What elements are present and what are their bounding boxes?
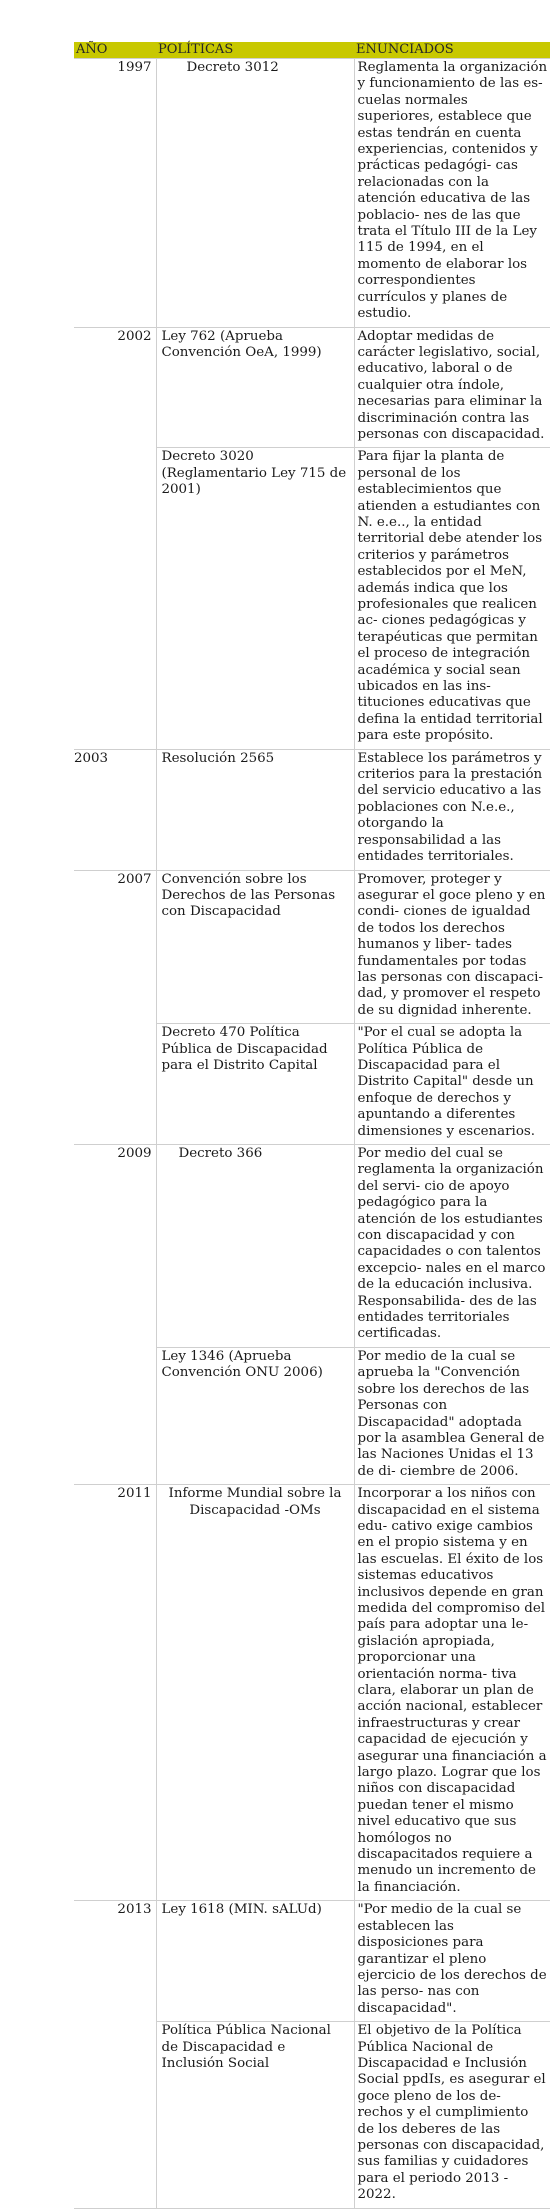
year-cell: 2011: [74, 1485, 156, 1901]
policies-table: [74, 42, 550, 2209]
table-header: [74, 42, 550, 59]
table-row: [74, 749, 550, 870]
year-cell: [74, 2022, 156, 2208]
policy-cell: Política Pública Nacional de Discapacidad e Inclusión Social: [156, 2022, 354, 2208]
year-cell: [74, 1347, 156, 1484]
statement-cell: Establece los parámetros y criterios para la prestación del servicio educativo a las poblaciones con N.e.e., otorgando la responsabilidad a las entidades territoriales.: [354, 749, 550, 870]
statement-cell: Promover, proteger y asegurar el goce pleno y en condi- ciones de igualdad de todos los derechos humanos y liber- tades fundamentales por todas las personas con discapaci- dad, y promover el respeto de su dignidad inherente.: [354, 870, 550, 1024]
policy-cell: Decreto 470 Política Pública de Discapacidad para el Distrito Capital: [156, 1024, 354, 1145]
table-row: [74, 1901, 550, 2022]
header-policies: POLÍTICAS: [156, 42, 354, 59]
year-cell: 1997: [74, 59, 156, 328]
table-row: [74, 59, 550, 328]
table-row: [74, 1485, 550, 1901]
statement-cell: "Por el cual se adopta la Política Pública de Discapacidad para el Distrito Capital" desde un enfoque de derechos y apuntando a diferentes dimensiones y escenarios.: [354, 1024, 550, 1145]
year-cell: [74, 1024, 156, 1145]
year-cell: [74, 448, 156, 749]
policy-cell: Convención sobre los Derechos de las Personas con Discapacidad: [156, 870, 354, 1024]
policy-cell: Decreto 366: [156, 1145, 354, 1348]
statement-cell: Adoptar medidas de carácter legislativo, social, educativo, laboral o de cualquier otra índole, necesarias para eliminar la discriminación contra las personas con discapacidad.: [354, 327, 550, 448]
year-cell: 2007: [74, 870, 156, 1024]
statement-cell: Para fijar la planta de personal de los establecimientos que atienden a estudiantes con N. e.e.., la entidad territorial debe atender los criterios y parámetros establecidos por el MeN, además indica que los profesionales que realicen ac- ciones pedagógicas y terapéuticas que permitan el proceso de integración académica y social sean ubicados en las ins- tituciones educativas que defina la entidad territorial para este propósito.: [354, 448, 550, 749]
table-row: [74, 1347, 550, 1484]
statement-cell: Reglamenta la organización y funcionamiento de las es- cuelas normales superiores, establece que estas tendrán en cuenta experiencias, contenidos y prácticas pedagógi- cas relacionadas con la atención educativa de las poblacio- nes de las que trata el Título III de la Ley 115 de 1994, en el momento de elaborar los correspondientes currículos y planes de estudio.: [354, 59, 550, 328]
policy-cell: Ley 1618 (MIN. sALUd): [156, 1901, 354, 2022]
statement-cell: Por medio del cual se reglamenta la organización del servi- cio de apoyo pedagógico para la atención de los estudiantes con discapacidad y con capacidades o con talentos excepcio- nales en el marco de la educación inclusiva. Responsabilida- des de las entidades territoriales certificadas.: [354, 1145, 550, 1348]
statement-cell: El objetivo de la Política Pública Nacional de Discapacidad e Inclusión Social ppdIs, es asegurar el goce pleno de los de- rechos y el cumplimiento de los deberes de las personas con discapacidad, sus familias y cuidadores para el periodo 2013 - 2022.: [354, 2022, 550, 2208]
statement-cell: Incorporar a los niños con discapacidad en el sistema edu- cativo exige cambios en el propio sistema y en las escuelas. El éxito de los sistemas educativos inclusivos depende en gran medida del compromiso del país para adoptar una le- gislación apropiada, proporcionar una orientación norma- tiva clara, elaborar un plan de acción nacional, establecer infraestructuras y crear capacidad de ejecución y asegurar una financiación a largo plazo. Lograr que los niños con discapacidad puedan tener el mismo nivel educativo que sus homólogos no discapacitados requiere a menudo un incremento de la financiación.: [354, 1485, 550, 1901]
year-cell: 2003: [74, 749, 156, 870]
year-cell: 2013: [74, 1901, 156, 2022]
policy-cell: Decreto 3020 (Reglamentario Ley 715 de 2001): [156, 448, 354, 749]
policy-cell: Resolución 2565: [156, 749, 354, 870]
year-cell: 2002: [74, 327, 156, 448]
year-cell: 2009: [74, 1145, 156, 1348]
statement-cell: Por medio de la cual se aprueba la "Convención sobre los derechos de las Personas con Discapacidad" adoptada por la asamblea General de las Naciones Unidas el 13 de di- ciembre de 2006.: [354, 1347, 550, 1484]
policy-cell: Ley 762 (Aprueba Convención OeA, 1999): [156, 327, 354, 448]
table-row: [74, 1145, 550, 1348]
table-row: [74, 327, 550, 448]
policy-cell: Decreto 3012: [156, 59, 354, 328]
table-row: [74, 870, 550, 1024]
table-row: [74, 2022, 550, 2208]
header-statements: ENUNCIADOS: [354, 42, 550, 59]
policy-cell: Ley 1346 (Aprueba Convención ONU 2006): [156, 1347, 354, 1484]
table-row: [74, 1024, 550, 1145]
header-year: AÑO: [74, 42, 156, 59]
statement-cell: "Por medio de la cual se establecen las disposiciones para garantizar el pleno ejercicio de los derechos de las perso- nas con discapacidad".: [354, 1901, 550, 2022]
policy-cell: Informe Mundial sobre la Discapacidad -OMs: [156, 1485, 354, 1901]
table-row: [74, 448, 550, 749]
